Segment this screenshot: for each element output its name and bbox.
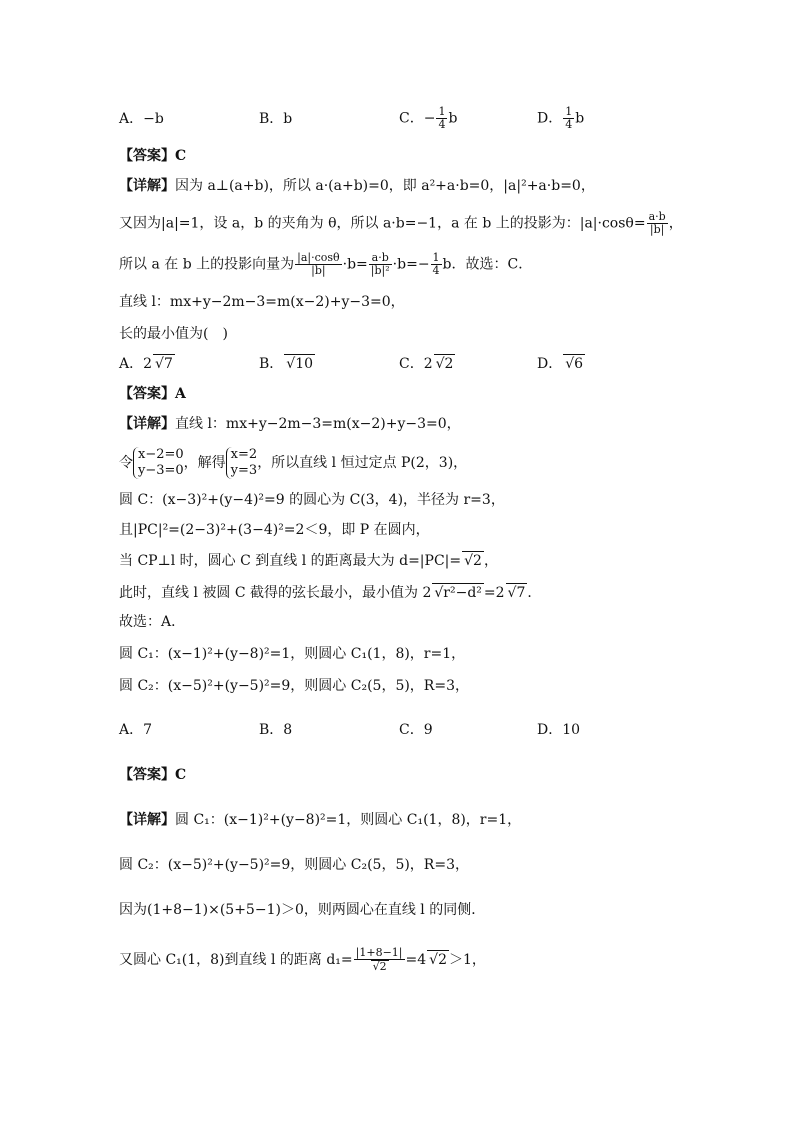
q6-detail-line-3: 圆 C：(x−3)²+(y−4)²=9 的圆心为 C(3，4)，半径为 r=3，	[119, 492, 505, 508]
q7-option-a: A．7	[119, 722, 153, 738]
q7-answer: 【答案】C	[119, 767, 187, 783]
q7-option-d: D．10	[537, 722, 581, 738]
q7-detail-line-4: 又圆心 C₁(1，8)到直线 l 的距离 d₁= $\frac{|1+8-1|}{√2}$ =4 √2 ＞1，	[119, 946, 486, 973]
q6-stem-line-2: 长的最小值为( )	[119, 326, 228, 342]
q6-option-a: A．2 √7	[119, 356, 173, 372]
sqrt: √2	[429, 952, 447, 968]
equation-system: x=2 y=3	[226, 447, 258, 479]
sqrt: √7	[507, 585, 526, 601]
q6-answer: 【答案】A	[119, 386, 186, 402]
q5-detail-line-2: 又因为|a|=1，设 a，b 的夹角为 θ，所以 a·b=−1，a 在 b 上的投影为：|a|·cosθ= $\frac{a\cdot b}{|b|}$ ，	[119, 210, 683, 236]
fraction: $\frac{1}{4}$	[432, 251, 440, 277]
q5-option-b: B．b	[259, 111, 293, 127]
sqrt: √7	[155, 356, 173, 372]
q5-option-d: D． $\frac{1}{4}$ b	[537, 105, 585, 131]
q5-option-c: C．− $\frac{1}{4}$ b	[399, 105, 458, 131]
sqrt: √6	[565, 356, 584, 372]
sqrt: √r²−d²	[434, 585, 482, 601]
q6-detail-line-6: 此时，直线 l 被圆 C 截得的弦长最小，最小值为 2 √r²−d² =2 √7 ．	[119, 585, 542, 601]
q6-option-d: D． √6	[537, 356, 584, 372]
sqrt: √2	[464, 553, 482, 569]
sqrt: √2	[435, 356, 454, 372]
q6-detail-line-2: 令 x−2=0 y−3=0 ，解得 x=2 y=3 ，所以直线 l 恒过定点 P(2，3)，	[119, 447, 468, 478]
q7-option-b: B．8	[259, 722, 293, 738]
q6-detail-line-4: 且|PC|²=(2−3)²+(3−4)²=2＜9，即 P 在圆内，	[119, 522, 430, 538]
sqrt: √10	[286, 356, 314, 372]
q6-detail-line-1: 【详解】直线 l：mx+y−2m−3=m(x−2)+y−3=0，	[119, 416, 461, 432]
fraction: $\frac{|1+8-1|}{√2}$	[355, 946, 403, 973]
equation-system: x−2=0 y−3=0	[133, 447, 184, 479]
fraction: $\frac{1}{4}$	[565, 105, 573, 131]
q6-option-b: B． √10	[259, 356, 314, 372]
q5-answer: 【答案】C	[119, 148, 187, 164]
q7-option-c: C．9	[399, 722, 433, 738]
fraction: $\frac{1}{4}$	[438, 105, 446, 131]
q5-detail-line-3: 所以 a 在 b 上的投影向量为 $\frac{|a|\cdot\cos\theta}{|b|}$ ·b= $\frac{a\cdot b}{\text{|b|²}}$ ·b=− $\frac{1}{4}$ b．故选：C．	[119, 251, 533, 277]
q6-option-c: C．2 √2	[399, 356, 454, 372]
q7-detail-line-3: 因为(1+8−1)×(5+5−1)＞0，则两圆心在直线 l 的同侧．	[119, 902, 486, 918]
q7-detail-line-1: 【详解】圆 C₁：(x−1)²+(y−8)²=1，则圆心 C₁(1，8)，r=1，	[119, 812, 522, 828]
sqrt: √2	[372, 960, 387, 973]
fraction: $\frac{a\cdot b}{|b|}$	[648, 210, 666, 236]
q5-option-a: A．−b	[119, 111, 164, 127]
q7-detail-line-2: 圆 C₂：(x−5)²+(y−5)²=9，则圆心 C₂(5，5)，R=3，	[119, 857, 469, 873]
fraction: $\frac{|a|\cdot\cos\theta}{|b|}$	[297, 251, 340, 277]
q7-stem-line-1: 圆 C₁：(x−1)²+(y−8)²=1，则圆心 C₁(1，8)，r=1，	[119, 646, 466, 662]
q6-detail-line-5: 当 CP⊥l 时，圆心 C 到直线 l 的距离最大为 d=|PC|= √2 ，	[119, 553, 498, 569]
q6-stem-line-1: 直线 l：mx+y−2m−3=m(x−2)+y−3=0，	[119, 294, 405, 310]
q6-detail-line-7: 故选：A．	[119, 614, 186, 630]
fraction: $\frac{a\cdot b}{\text{|b|²}}$	[370, 251, 390, 277]
q5-detail-line-1: 【详解】因为 a⊥(a+b)，所以 a·(a+b)=0，即 a²+a·b=0，|a|²+a·b=0，	[119, 178, 595, 194]
q7-stem-line-2: 圆 C₂：(x−5)²+(y−5)²=9，则圆心 C₂(5，5)，R=3，	[119, 678, 469, 694]
